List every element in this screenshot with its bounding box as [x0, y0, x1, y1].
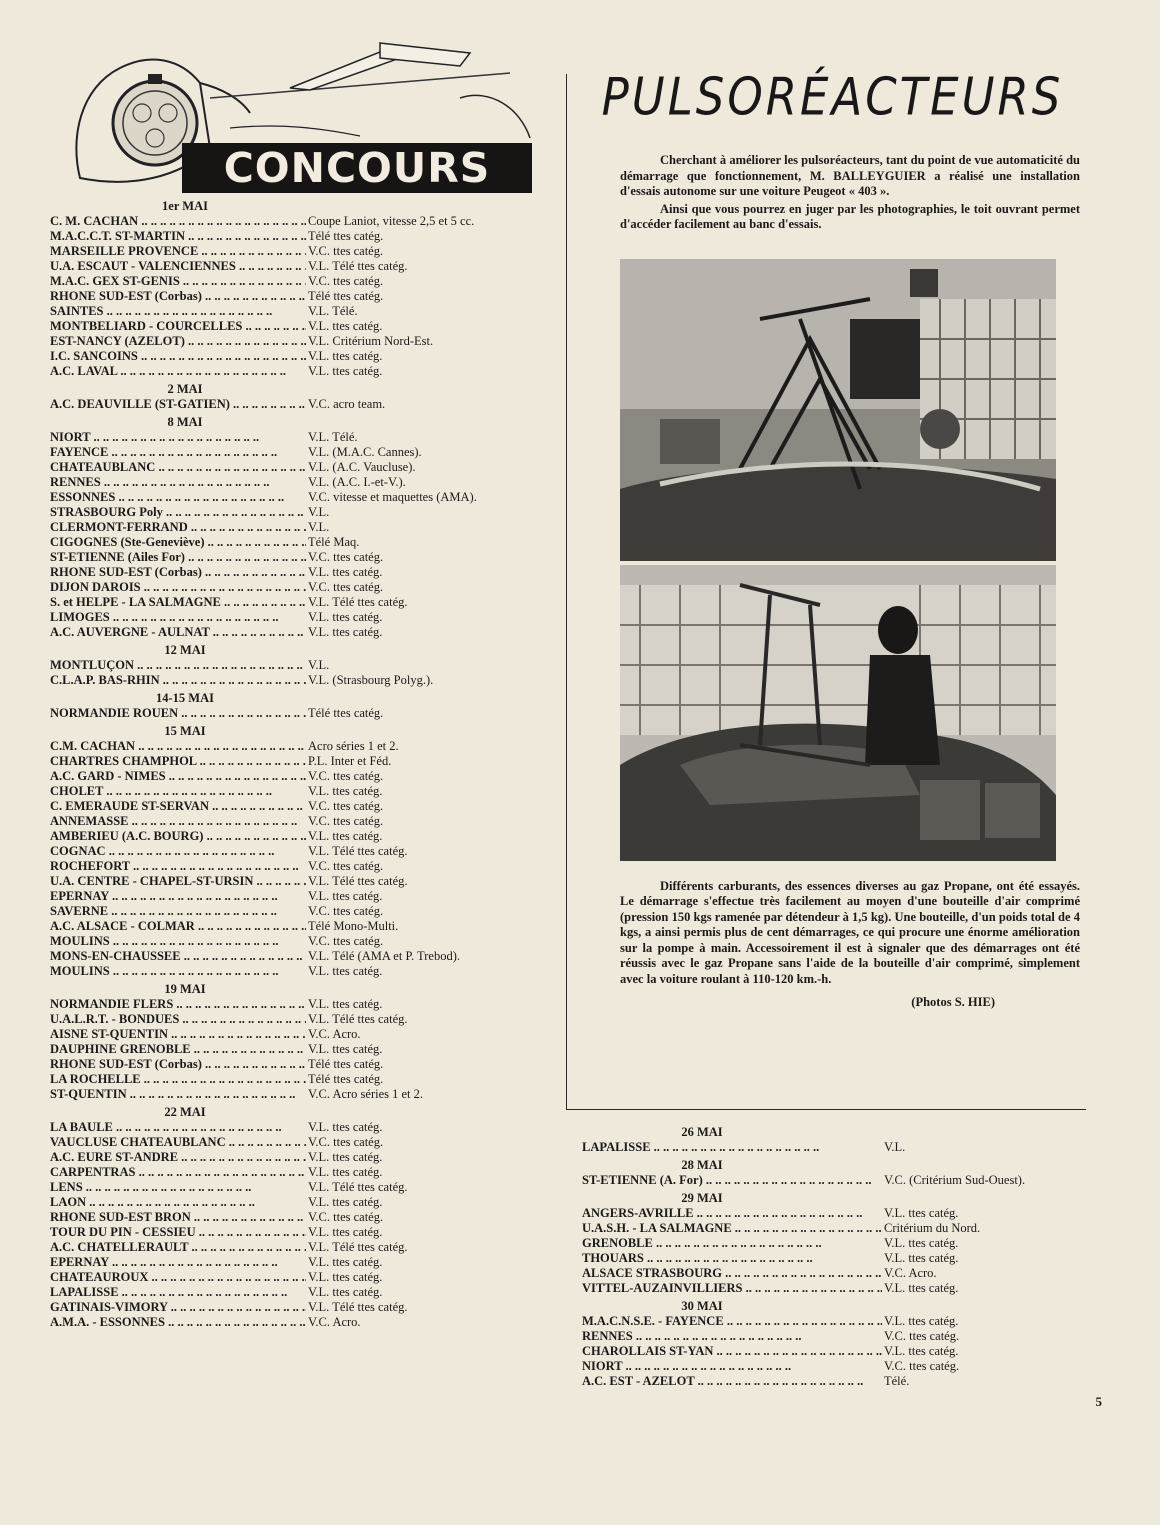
contest-row — [50, 706, 550, 721]
club-name: CHATEAUROUX .. .. — [50, 1270, 306, 1285]
event-category: V.C. ttes catég. — [308, 934, 384, 948]
contest-row — [50, 364, 550, 379]
article — [575, 66, 1090, 1010]
contest-row — [582, 1236, 1062, 1251]
club-name: C.L.A.P. BAS-RHIN .. .. — [50, 673, 306, 688]
event-category: V.C. Acro. — [308, 1315, 361, 1329]
club-name: A.C. DEAUVILLE (ST-GATIEN) .. .. — [50, 397, 306, 412]
contest-row — [50, 334, 550, 349]
contest-row — [50, 919, 550, 934]
club-name: A.C. EURE ST-ANDRE .. .. — [50, 1150, 306, 1165]
left-schedule — [50, 198, 550, 1330]
photo-test-rig-top — [620, 259, 1056, 561]
event-category: V.L. ttes catég. — [884, 1344, 959, 1358]
article-caption: Différents carburants, des essences diverses au gaz Propane, ont été essayés. Le démarrage s'effectue très facilement au moyen d'une bouteille d'air comprimé (pression 150 kgs ramenée par détendeur à 1,5 kg). Une bouteille, d'un poids total de 4 kgs, a ainsi permis plus de cent démarrages, ce qui procure une énorme amélioration sur la pompe à main. Accessoirement il est à signaler que des démarrages ont été réussis avec le gaz Propane sans l'aide de la bouteille d'air comprimé, simplement avec la voiture roulant à 110-120 km.-h. — [620, 878, 1080, 986]
contest-row — [50, 1225, 550, 1240]
club-name: GRENOBLE .. .. — [582, 1236, 882, 1251]
club-name: RHONE SUD-EST (Corbas) .. .. — [50, 565, 306, 580]
club-name: MONS-EN-CHAUSSEE .. .. — [50, 949, 306, 964]
event-category: Acro séries 1 et 2. — [308, 739, 399, 753]
event-category: V.C. acro team. — [308, 397, 386, 411]
contest-row — [50, 1027, 550, 1042]
date-heading: 26 MAI — [681, 1125, 723, 1139]
club-name: M.A.C.C.T. ST-MARTIN .. .. — [50, 229, 306, 244]
date-section — [582, 1124, 1062, 1155]
event-category: V.L. ttes catég. — [884, 1251, 959, 1265]
concours-title: CONCOURS — [182, 143, 532, 193]
club-name: AMBERIEU (A.C. BOURG) .. .. — [50, 829, 306, 844]
contest-row — [582, 1221, 1062, 1236]
contest-row — [50, 1270, 550, 1285]
date-section — [50, 381, 550, 412]
event-category: V.L. ttes catég. — [308, 1285, 383, 1299]
club-name: C. EMERAUDE ST-SERVAN .. .. — [50, 799, 306, 814]
club-name: NORMANDIE FLERS .. .. — [50, 997, 306, 1012]
date-heading: 19 MAI — [164, 982, 206, 996]
club-name: NORMANDIE ROUEN .. .. — [50, 706, 306, 721]
event-category: Télé Mono-Multi. — [308, 919, 399, 933]
article-intro-2: Ainsi que vous pourrez en juger par les photographies, le toit ouvrant permet d'accéder facilement au banc d'essais. — [620, 201, 1080, 231]
club-name: VITTEL-AUZAINVILLIERS .. .. — [582, 1281, 882, 1296]
club-name: RENNES .. .. — [582, 1329, 882, 1344]
contest-row — [50, 1240, 550, 1255]
date-section — [50, 198, 550, 379]
contest-row — [50, 475, 550, 490]
contest-row — [50, 244, 550, 259]
event-category: V.L. Télé. — [308, 430, 358, 444]
event-category: V.C. Acro. — [884, 1266, 937, 1280]
event-category: V.L. Télé ttes catég. — [308, 259, 408, 273]
club-name: LENS .. .. — [50, 1180, 306, 1195]
date-section — [50, 414, 550, 640]
contest-row — [582, 1173, 1062, 1188]
club-name: CARPENTRAS .. .. — [50, 1165, 306, 1180]
club-name: ALSACE STRASBOURG .. .. — [582, 1266, 882, 1281]
right-schedule — [582, 1122, 1062, 1389]
club-name: A.C. LAVAL .. .. — [50, 364, 306, 379]
contest-row — [50, 430, 550, 445]
date-section — [582, 1157, 1062, 1188]
event-category: V.L. ttes catég. — [308, 1150, 383, 1164]
date-heading: 12 MAI — [164, 643, 206, 657]
club-name: CHARTRES CHAMPHOL .. .. — [50, 754, 306, 769]
event-category: V.C. ttes catég. — [308, 799, 384, 813]
contest-row — [50, 859, 550, 874]
event-category: V.C. ttes catég. — [308, 769, 384, 783]
club-name: M.A.C. GEX ST-GENIS .. .. — [50, 274, 306, 289]
event-category: V.L. ttes catég. — [308, 784, 383, 798]
event-category: V.L. — [308, 520, 330, 534]
contest-row — [50, 934, 550, 949]
contest-row — [50, 625, 550, 640]
event-category: V.L. ttes catég. — [308, 889, 383, 903]
event-category: V.L. Télé ttes catég. — [308, 844, 408, 858]
club-name: A.C. AUVERGNE - AULNAT .. .. — [50, 625, 306, 640]
contest-row — [582, 1140, 1062, 1155]
club-name: U.A. ESCAUT - VALENCIENNES .. .. — [50, 259, 306, 274]
event-category: V.L. ttes catég. — [308, 829, 383, 843]
date-section — [582, 1298, 1062, 1389]
club-name: RHONE SUD-EST (Corbas) .. .. — [50, 1057, 306, 1072]
contest-row — [50, 739, 550, 754]
club-name: FAYENCE .. .. — [50, 445, 306, 460]
contest-row — [50, 964, 550, 979]
event-category: P.L. Inter et Féd. — [308, 754, 392, 768]
contest-row — [50, 829, 550, 844]
contest-row — [50, 673, 550, 688]
contest-row — [50, 445, 550, 460]
event-category: V.C. ttes catég. — [308, 814, 384, 828]
date-section — [582, 1190, 1062, 1296]
club-name: MONTBELIARD - COURCELLES .. .. — [50, 319, 306, 334]
event-category: V.L. — [308, 505, 330, 519]
event-category: V.L. ttes catég. — [884, 1281, 959, 1295]
event-category: V.C. ttes catég. — [884, 1359, 960, 1373]
contest-row — [50, 349, 550, 364]
contest-row — [582, 1266, 1062, 1281]
club-name: ST-ETIENNE (A. For) .. .. — [582, 1173, 882, 1188]
contest-row — [50, 1072, 550, 1087]
event-category: V.L. ttes catég. — [308, 364, 383, 378]
contest-row — [50, 949, 550, 964]
event-category: Télé ttes catég. — [308, 229, 384, 243]
contest-row — [50, 1165, 550, 1180]
article-title: PULSORÉACTEURS — [601, 66, 1064, 127]
contest-row — [582, 1314, 1062, 1329]
date-section — [50, 981, 550, 1102]
club-name: ANGERS-AVRILLE .. .. — [582, 1206, 882, 1221]
date-heading: 15 MAI — [164, 724, 206, 738]
event-category: Télé. — [884, 1374, 910, 1388]
club-name: A.C. ALSACE - COLMAR .. .. — [50, 919, 306, 934]
event-category: V.L. ttes catég. — [308, 1255, 383, 1269]
contest-row — [50, 1255, 550, 1270]
club-name: C.M. CACHAN .. .. — [50, 739, 306, 754]
event-category: V.C. ttes catég. — [308, 244, 384, 258]
club-name: LAPALISSE .. .. — [582, 1140, 882, 1155]
club-name: RHONE SUD-EST (Corbas) .. .. — [50, 289, 306, 304]
event-category: V.L. ttes catég. — [884, 1314, 959, 1328]
event-category: V.L. ttes catég. — [308, 1225, 383, 1239]
contest-row — [582, 1251, 1062, 1266]
contest-row — [582, 1329, 1062, 1344]
contest-row — [50, 799, 550, 814]
event-category: V.C. ttes catég. — [308, 1135, 384, 1149]
club-name: NIORT .. .. — [50, 430, 306, 445]
contest-row — [50, 289, 550, 304]
contest-row — [50, 304, 550, 319]
club-name: C. M. CACHAN .. .. — [50, 214, 306, 229]
club-name: U.A.S.H. - LA SALMAGNE .. .. — [582, 1221, 882, 1236]
club-name: LA BAULE .. .. — [50, 1120, 306, 1135]
event-category: Critérium du Nord. — [884, 1221, 981, 1235]
club-name: I.C. SANCOINS .. .. — [50, 349, 306, 364]
contest-row — [50, 784, 550, 799]
event-category: V.L. ttes catég. — [308, 319, 383, 333]
contest-row — [50, 1315, 550, 1330]
date-heading: 30 MAI — [681, 1299, 723, 1313]
event-category: V.C. ttes catég. — [308, 550, 384, 564]
contest-row — [50, 844, 550, 859]
club-name: MARSEILLE PROVENCE .. .. — [50, 244, 306, 259]
date-heading: 14-15 MAI — [156, 691, 214, 705]
club-name: VAUCLUSE CHATEAUBLANC .. .. — [50, 1135, 306, 1150]
club-name: NIORT .. .. — [582, 1359, 882, 1374]
event-category: V.L. (A.C. I.-et-V.). — [308, 475, 406, 489]
event-category: V.L. Télé (AMA et P. Trebod). — [308, 949, 460, 963]
photo-credit: (Photos S. HIE) — [911, 995, 995, 1009]
contest-row — [50, 814, 550, 829]
event-category: V.L. (A.C. Vaucluse). — [308, 460, 416, 474]
club-name: CIGOGNES (Ste-Geneviève) .. .. — [50, 535, 306, 550]
event-category: V.L. Télé ttes catég. — [308, 1240, 408, 1254]
date-section — [50, 723, 550, 979]
photo-test-rig-operator — [620, 565, 1056, 861]
event-category: V.C. ttes catég. — [308, 274, 384, 288]
contest-row — [50, 658, 550, 673]
contest-row — [50, 1120, 550, 1135]
club-name: CHAROLLAIS ST-YAN .. .. — [582, 1344, 882, 1359]
club-name: U.A. CENTRE - CHAPEL-ST-URSIN .. .. — [50, 874, 306, 889]
club-name: A.M.A. - ESSONNES .. .. — [50, 1315, 306, 1330]
club-name: LAPALISSE .. .. — [50, 1285, 306, 1300]
club-name: S. et HELPE - LA SALMAGNE .. .. — [50, 595, 306, 610]
contest-row — [50, 1210, 550, 1225]
club-name: A.C. EST - AZELOT .. .. — [582, 1374, 882, 1389]
event-category: V.L. Télé ttes catég. — [308, 874, 408, 888]
club-name: STRASBOURG Poly .. .. — [50, 505, 306, 520]
contest-row — [50, 580, 550, 595]
contest-row — [50, 754, 550, 769]
contest-row — [50, 550, 550, 565]
event-category: V.L. ttes catég. — [308, 997, 383, 1011]
date-heading: 8 MAI — [167, 415, 203, 429]
club-name: A.C. GARD - NIMES .. .. — [50, 769, 306, 784]
contest-row — [50, 769, 550, 784]
event-category: Télé ttes catég. — [308, 1057, 384, 1071]
contest-row — [50, 319, 550, 334]
date-heading: 29 MAI — [681, 1191, 723, 1205]
event-category: V.L. ttes catég. — [308, 1120, 383, 1134]
contest-row — [50, 1180, 550, 1195]
contest-row — [50, 259, 550, 274]
club-name: A.C. CHATELLERAULT .. .. — [50, 1240, 306, 1255]
club-name: LAON .. .. — [50, 1195, 306, 1210]
contest-row — [50, 397, 550, 412]
date-heading: 22 MAI — [164, 1105, 206, 1119]
event-category: V.C. ttes catég. — [308, 904, 384, 918]
contest-row — [50, 595, 550, 610]
contest-row — [50, 997, 550, 1012]
club-name: THOUARS .. .. — [582, 1251, 882, 1266]
event-category: V.L. ttes catég. — [308, 565, 383, 579]
club-name: EPERNAY .. .. — [50, 889, 306, 904]
contest-row — [50, 565, 550, 580]
event-category: Coupe Laniot, vitesse 2,5 et 5 cc. — [308, 214, 475, 228]
event-category: V.L. Télé ttes catég. — [308, 1012, 408, 1026]
event-category: V.L. Télé. — [308, 304, 358, 318]
concours-logo — [60, 28, 540, 196]
club-name: ESSONNES .. .. — [50, 490, 306, 505]
club-name: RENNES .. .. — [50, 475, 306, 490]
event-category: V.L. Télé ttes catég. — [308, 1180, 408, 1194]
club-name: ST-ETIENNE (Ailes For) .. .. — [50, 550, 306, 565]
event-category: V.L. ttes catég. — [308, 349, 383, 363]
club-name: SAINTES .. .. — [50, 304, 306, 319]
event-category: V.L. ttes catég. — [308, 610, 383, 624]
contest-row — [582, 1206, 1062, 1221]
contest-row — [50, 1285, 550, 1300]
club-name: LA ROCHELLE .. .. — [50, 1072, 306, 1087]
date-section — [50, 1104, 550, 1330]
club-name: M.A.C.N.S.E. - FAYENCE .. .. — [582, 1314, 882, 1329]
article-intro-1: Cherchant à améliorer les pulsoréacteurs, tant du point de vue automaticité du démarrage que fonctionnement, M. BALLEYGUIER a réalisé une installation d'essais autonome sur une voiture Peugeot « 403 ». — [620, 153, 1080, 198]
club-name: DIJON DAROIS .. .. — [50, 580, 306, 595]
contest-row — [50, 1195, 550, 1210]
contest-row — [50, 274, 550, 289]
event-category: V.C. ttes catég. — [308, 580, 384, 594]
contest-row — [50, 1012, 550, 1027]
event-category: V.L. (Strasbourg Polyg.). — [308, 673, 434, 687]
contest-row — [50, 214, 550, 229]
club-name: EPERNAY .. .. — [50, 1255, 306, 1270]
date-section — [50, 642, 550, 688]
event-category: V.L. ttes catég. — [884, 1206, 959, 1220]
event-category: Télé ttes catég. — [308, 1072, 384, 1086]
club-name: DAUPHINE GRENOBLE .. .. — [50, 1042, 306, 1057]
contest-row — [50, 1042, 550, 1057]
club-name: CHATEAUBLANC .. .. — [50, 460, 306, 475]
event-category: Télé ttes catég. — [308, 289, 384, 303]
contest-row — [582, 1281, 1062, 1296]
club-name: AISNE ST-QUENTIN .. .. — [50, 1027, 306, 1042]
date-heading: 2 MAI — [167, 382, 203, 396]
club-name: ST-QUENTIN .. .. — [50, 1087, 306, 1102]
club-name: CLERMONT-FERRAND .. .. — [50, 520, 306, 535]
contest-row — [50, 904, 550, 919]
contest-row — [582, 1344, 1062, 1359]
event-category: V.L. Télé ttes catég. — [308, 1300, 408, 1314]
event-category: V.L. ttes catég. — [308, 1195, 383, 1209]
contest-row — [50, 460, 550, 475]
contest-row — [582, 1374, 1062, 1389]
contest-row — [50, 1150, 550, 1165]
event-category: V.C. ttes catég. — [884, 1329, 960, 1343]
club-name: MOULINS .. .. — [50, 964, 306, 979]
date-section — [50, 690, 550, 721]
contest-row — [50, 535, 550, 550]
event-category: V.C. Acro. — [308, 1027, 361, 1041]
club-name: TOUR DU PIN - CESSIEU .. .. — [50, 1225, 306, 1240]
club-name: EST-NANCY (AZELOT) .. .. — [50, 334, 306, 349]
event-category: V.L. ttes catég. — [308, 625, 383, 639]
event-category: V.L. ttes catég. — [308, 1270, 383, 1284]
contest-row — [50, 610, 550, 625]
contest-row — [50, 1135, 550, 1150]
club-name: MONTLUÇON .. .. — [50, 658, 306, 673]
contest-row — [50, 505, 550, 520]
contest-row — [50, 229, 550, 244]
event-category: V.C. vitesse et maquettes (AMA). — [308, 490, 477, 504]
club-name: MOULINS .. .. — [50, 934, 306, 949]
club-name: ROCHEFORT .. .. — [50, 859, 306, 874]
event-category: V.L. Critérium Nord-Est. — [308, 334, 434, 348]
event-category: V.L. — [884, 1140, 906, 1154]
event-category: V.L. ttes catég. — [308, 1042, 383, 1056]
vertical-divider — [566, 74, 567, 1110]
club-name: LIMOGES .. .. — [50, 610, 306, 625]
contest-row — [582, 1359, 1062, 1374]
contest-row — [50, 1057, 550, 1072]
event-category: V.C. Acro séries 1 et 2. — [308, 1087, 424, 1101]
event-category: V.L. (M.A.C. Cannes). — [308, 445, 422, 459]
contest-row — [50, 1087, 550, 1102]
club-name: CHOLET .. .. — [50, 784, 306, 799]
contest-row — [50, 889, 550, 904]
club-name: COGNAC .. .. — [50, 844, 306, 859]
club-name: GATINAIS-VIMORY .. .. — [50, 1300, 306, 1315]
date-heading: 1er MAI — [162, 199, 208, 213]
event-category: V.L. ttes catég. — [884, 1236, 959, 1250]
horizontal-divider — [566, 1109, 1086, 1110]
event-category: V.L. Télé ttes catég. — [308, 595, 408, 609]
event-category: V.C. (Critérium Sud-Ouest). — [884, 1173, 1026, 1187]
page-number: 5 — [1095, 1394, 1102, 1409]
contest-row — [50, 874, 550, 889]
club-name: SAVERNE .. .. — [50, 904, 306, 919]
concours-column — [50, 28, 550, 1330]
club-name: U.A.L.R.T. - BONDUES .. .. — [50, 1012, 306, 1027]
event-category: V.L. ttes catég. — [308, 964, 383, 978]
contest-row — [50, 490, 550, 505]
event-category: V.L. ttes catég. — [308, 1165, 383, 1179]
event-category: V.L. — [308, 658, 330, 672]
event-category: V.C. ttes catég. — [308, 1210, 384, 1224]
club-name: RHONE SUD-EST BRON .. .. — [50, 1210, 306, 1225]
contest-row — [50, 520, 550, 535]
club-name: ANNEMASSE .. .. — [50, 814, 306, 829]
contest-row — [50, 1300, 550, 1315]
event-category: Télé ttes catég. — [308, 706, 384, 720]
event-category: Télé Maq. — [308, 535, 360, 549]
event-category: V.C. ttes catég. — [308, 859, 384, 873]
date-heading: 28 MAI — [681, 1158, 723, 1172]
